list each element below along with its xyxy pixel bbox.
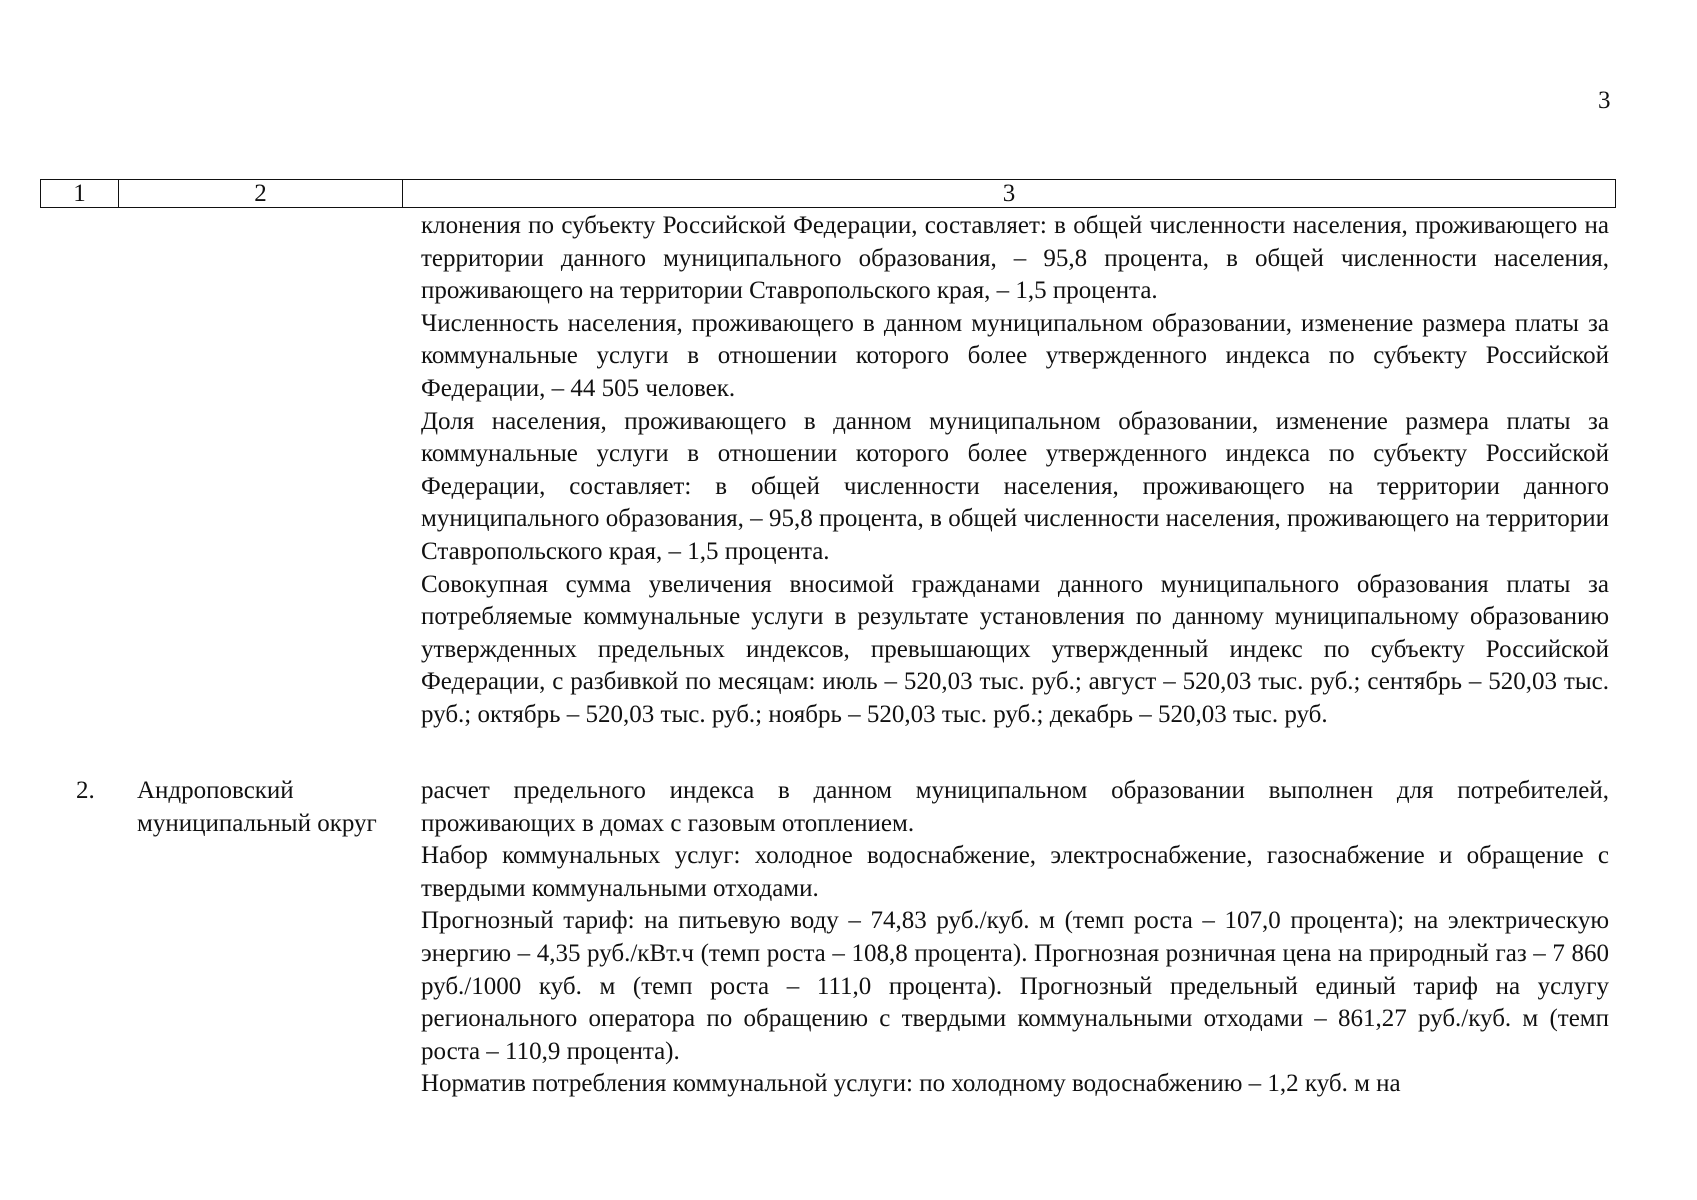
paragraph: расчет предельного индекса в данном муниципальном образовании выполнен для потребителей, проживающих в домах с газовым отоплением. bbox=[421, 777, 1609, 837]
page-number: 3 bbox=[1598, 87, 1611, 114]
row-1-continuation-text bbox=[421, 210, 1609, 732]
paragraph: клонения по субъекту Российской Федерации, составляет: в общей численности населения, проживающего на территории данного муниципального образования, – 95,8 процента, в общей численности населения, проживающего на территории Ставропольского края, – 1,5 процента. bbox=[421, 212, 1609, 305]
table-header-col-2: 2 bbox=[119, 180, 403, 207]
table-header-col-1: 1 bbox=[41, 180, 119, 207]
paragraph: Норматив потребления коммунальной услуги: по холодному водоснабжению – 1,2 куб. м на bbox=[421, 1070, 1401, 1098]
paragraph: Прогнозный тариф: на питьевую воду – 74,83 руб./куб. м (темп роста – 107,0 процента); на электрическую энергию – 4,35 руб./кВт.ч (темп роста – 108,8 процента). Прогнозная розничная цена на природный газ – 7 860 руб./1000 куб. м (темп роста – 111,0 процента). Прогнозный предельный единый тариф на услугу регионального оператора по обращению с твердыми коммунальными отходами – 861,27 руб./куб. м (темп роста – 110,9 процента). bbox=[421, 907, 1609, 1065]
paragraph: Совокупная сумма увеличения вносимой гражданами данного муниципального образования платы за потребляемые коммунальные услуги в результате установления по данному муниципальному образованию утвержденных предельных индексов, превышающих утвержденный индекс по субъекту Российской Федерации, с разбивкой по месяцам: июль – 520,03 тыс. руб.; август – 520,03 тыс. руб.; сентябрь – 520,03 тыс. руб.; октябрь – 520,03 тыс. руб.; ноябрь – 520,03 тыс. руб.; декабрь – 520,03 тыс. руб. bbox=[421, 570, 1609, 728]
row-2-text bbox=[421, 775, 1609, 1101]
table-header-col-3: 3 bbox=[1002, 180, 1016, 207]
row-2-municipality-name: Андроповский муниципальный округ bbox=[137, 777, 377, 837]
row-2-number: 2. bbox=[76, 777, 95, 804]
paragraph: Численность населения, проживающего в данном муниципальном образовании, изменение размера платы за коммунальные услуги в отношении которого более утвержденного индекса по субъекту Российской Федерации, – 44 505 человек. bbox=[421, 309, 1609, 402]
paragraph: Набор коммунальных услуг: холодное водоснабжение, электроснабжение, газоснабжение и обращение с твердыми коммунальными отходами. bbox=[421, 842, 1609, 902]
table-header-row bbox=[40, 179, 1616, 208]
paragraph: Доля населения, проживающего в данном муниципальном образовании, изменение размера платы за коммунальные услуги в отношении которого более утвержденного индекса по субъекту Российской Федерации, составляет: в общей численности населения, проживающего на территории данного муниципального образования, – 95,8 процента, в общей численности населения, проживающего на территории Ставропольского края, – 1,5 процента. bbox=[421, 407, 1609, 565]
